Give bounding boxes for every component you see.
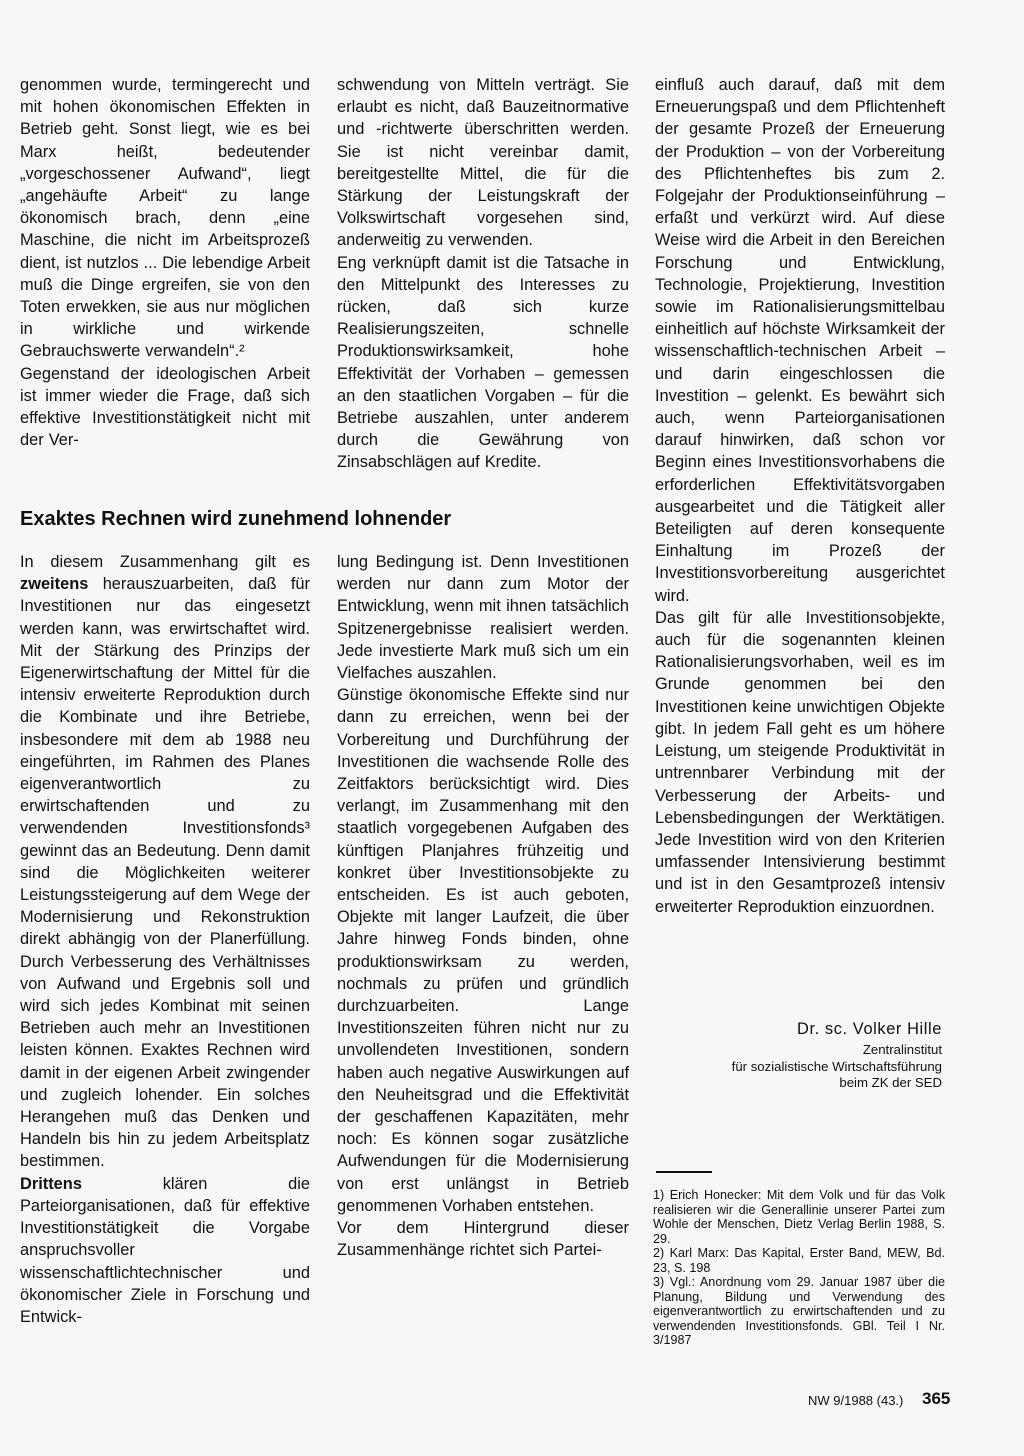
section-heading: Exaktes Rechnen wird zunehmend lohnender [20,508,452,530]
paragraph: genommen wurde, termingerecht und mit hohen ökonomischen Effekten in Betrieb geht. Sonst liegt, wie es bei Marx heißt, bedeutender „vorgeschossener Aufwand“, liegt „angehäufte Arbeit“ zu lange ökonomisch brach, denn „eine Maschine, die nicht im Arbeitsprozeß dient, ist nutzlos ... Die lebendige Arbeit muß die Dinge ergreifen, sie von den Toten erwekken, sie aus nur möglichen in wirkliche und wirkende Gebrauchswerte verwandeln“.² [20,76,311,361]
footnote-divider [656,1171,712,1173]
paragraph: Günstige ökonomische Effekte sind nur dann zu erreichen, wenn bei der Vorbereitung und Durchführung der Investitionen die wachsende Rolle des Zeitfaktors berücksichtigt wird. Dies verlangt, im Zusammenhang mit den staatlich vorgegebenen Aufgaben des künftigen Planjahres frühzeitig und konkret über Investitionsobjekte zu entscheiden. Es ist auch geboten, Objekte mit langer Laufzeit, die über Jahre hinweg Fonds binden, ohne produktionswirksam zu werden, nochmals zu prüfen und gründlich durchzuarbeiten. Lange Investitionszeiten führen nicht nur zu unvollendeten Investitionen, sondern haben auch negative Auswirkungen auf den Neuheitsgrad und die Effektivität der geschaffenen Kapazitäten, mehr noch: Es können sogar zusätzliche Aufwendungen für die Modernisierung von erst unlängst in Betrieb genommenen Vorhaben entstehen. [337,686,629,1215]
page-number: 365 [922,1389,951,1408]
paragraph-rest: herauszuarbeiten, daß für Investitionen nur das eingesetzt werden kann, was erwirtschaftet wird. Mit der Stärkung des Prinzips der Eigenerwirtschaftung der Mittel für die intensiv erweiterte Reproduktion durch die Kombinate und ihre Betriebe, insbesondere mit dem ab 1988 neu eingeführten, im Rahmen des Planes eigenverantwortlich zu erwirtschaftenden und zu verwendenden Investitionsfonds³ gewinnt das an Bedeutung. Denn damit sind die Möglichkeiten weiterer Leistungssteigerung auf dem Wege der Modernisierung und Rekonstruktion direkt abhängig von der Planerfüllung. Durch Verbesserung des Verhältnisses von Aufwand und Ergebnis soll und wird sich jedes Kombinat mit seinen Betrieben auch mehr an Investitionen leisten können. Exaktes Rechnen wird damit in der eigenen Arbeit zwingender und zugleich lohender. Ein solches Herangehen muß das Denken und Handeln bis hin zu jedem Arbeitsplatz bestimmen. [20,575,310,1171]
column-3-text [655,74,945,918]
affiliation-line: beim ZK der SED [839,1075,942,1090]
paragraph [20,551,310,1173]
column-1-top-text [20,74,310,451]
paragraph-rest: klären die Parteiorganisationen, daß für effektive Investitionstätigkeit die Vorgabe anspruchsvoller wissenschaftlichtechnischer und ökonomischer Ziele in Forschung und Entwick- [20,1174,310,1326]
footnote: 2) Karl Marx: Das Kapital, Erster Band, MEW, Bd. 23, S. 198 [653,1246,945,1275]
author-name: Dr. sc. Volker Hille [797,1020,942,1038]
column-2-bottom-text [337,551,629,1262]
paragraph: einfluß auch darauf, daß mit dem Erneuerungspaß und dem Pflichtenheft der gesamte Prozeß der Erneuerung der Produktion – von der Vorbereitung des Pflichtenheftes bis zum 2. Folgejahr der Produktionseinführung – erfaßt und verkürzt wird. Auf diese Weise wird die Arbeit in den Bereichen Forschung und Entwicklung, Technologie, Projektierung, Investition sowie im Rationalisierungsmittelbau einheitlich auf höchste Wirksamkeit der wissenschaftlich-technischen Arbeit – und darin eingeschlossen die Investition – gelenkt. Es bewährt sich auch, wenn Parteiorganisationen darauf hinwirken, daß schon vor Beginn eines Investitionsvorhabens die erforderlichen Effektivitätsvorgaben ausgearbeitet und die Tätigkeit aller Beteiligten auf deren konsequente Einhaltung im Prozeß der Investitionsvorbereitung ausgerichtet wird. [655,76,945,605]
author-signature [732,1018,942,1092]
paragraph [20,1173,310,1328]
author-affiliation [732,1042,942,1092]
paragraph: schwendung von Mitteln verträgt. Sie erlaubt es nicht, daß Bauzeitnormative und -richtwerte überschritten werden. Sie ist nicht vereinbar damit, bereitgestellte Mittel, die für die Stärkung der Leistungskraft der Volkswirtschaft vorgesehen sind, anderweitig zu verwenden. [337,76,629,250]
column-1-bottom-text [20,551,310,1328]
paragraph: Das gilt für alle Investitionsobjekte, auch für die sogenannten kleinen Rationalisierungsvorhaben, weil es im Grunde genommen bei den Investitionen keine unwichtigen Objekte gibt. In jedem Fall geht es um höhere Leistung, um steigende Produktivität in untrennbarer Verbindung mit der Verbesserung der Arbeits- und Lebensbedingungen der Werktätigen. Jede Investition wird von den Kriterien umfassender Intensivierung bestimmt und ist in den Gesamtprozeß intensiv erweiterter Reproduktion einzuordnen. [655,608,945,916]
paragraph: Gegenstand der ideologischen Arbeit ist immer wieder die Frage, daß sich effektive Investitionstätigkeit nicht mit der Ver- [20,364,310,450]
paragraph: Eng verknüpft damit ist die Tatsache in den Mittelpunkt des Interesses zu rücken, daß sich kurze Realisierungszeiten, schnelle Produktionswirksamkeit, hohe Effektivität der Vorhaben – gemessen an den staatlichen Vorgaben – für die Betriebe auszahlen, unter anderem durch die Gewährung von Zinsabschlägen auf Kredite. [337,253,629,472]
footnotes [653,1188,945,1348]
affiliation-line: Zentralinstitut [862,1042,942,1057]
paragraph: lung Bedingung ist. Denn Investitionen werden nur dann zum Motor der Entwicklung, wenn mit ihnen tatsächlich Spitzenergebnisse realisiert werden. Jede investierte Mark muß sich um ein Vielfaches auszahlen. [337,553,629,683]
emphasis-drittens: Drittens [20,1174,82,1193]
column-2-top-text [337,74,629,474]
paragraph: Vor dem Hintergrund dieser Zusammenhänge richtet sich Partei- [337,1219,629,1260]
affiliation-line: für sozialistische Wirtschaftsführung [731,1058,942,1074]
footnote: 1) Erich Honecker: Mit dem Volk und für das Volk realisieren wir die Generallinie unserer Partei zum Wohle der Menschen, Dietz Verlag Berlin 1988, S. 29. [653,1188,945,1246]
paragraph-start: In diesem Zusammenhang gilt es [20,553,310,571]
footnote: 3) Vgl.: Anordnung vom 29. Januar 1987 über die Planung, Bildung und Verwendung des eigenverantwortlich zu erwirtschaftenden und zu verwendenden Investitionsfonds. GBl. Teil I Nr. 3/1987 [653,1275,945,1347]
emphasis-zweitens: zweitens [20,575,89,594]
issue-label: NW 9/1988 (43.) [808,1393,904,1408]
